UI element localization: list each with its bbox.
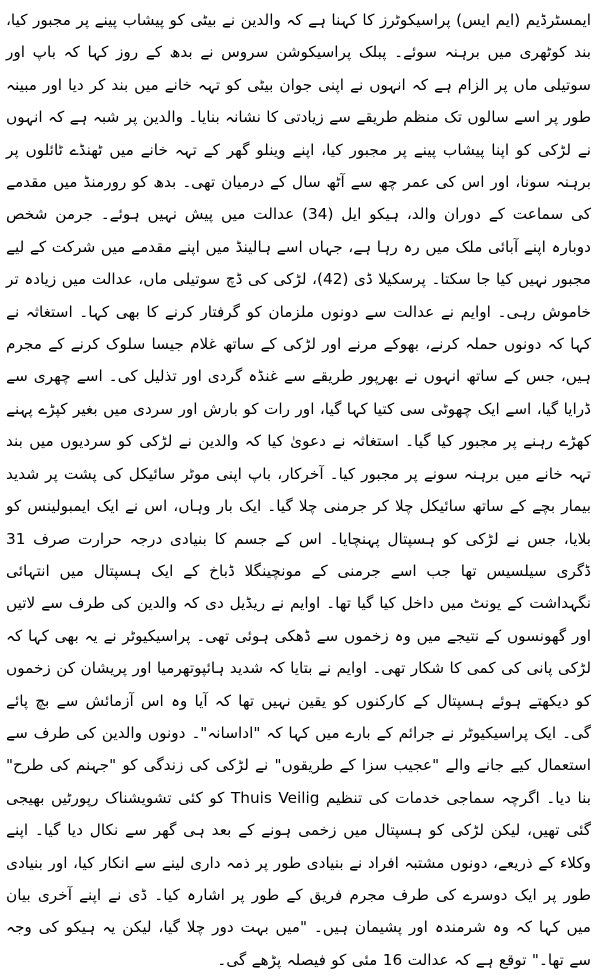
article-body: ایمسٹرڈیم (ایم ایس) پراسیکوٹرز کا کہنا ہے کہ والدین نے بیٹی کو پیشاب پینے پر مجبور کیا، بند کوٹھری میں برہنہ سوئے۔ پبلک پراسیکوشن سروس نے بدھ کے روز کہا کہ باپ اور سوتیلی ماں پر الزام ہے کہ انہوں نے اپنی جوان بیٹی کو تہہ خانے میں بند کر دیا اور مبینہ طور پر اسے سالوں تک منظم طریقے سے زیادتی کا نشانہ بنایا۔ والدین پر شبہ ہے کہ انہوں نے لڑکی کو اپنا پیشاب پینے پر مجبور کیا، اپنے وینلو گھر کے تہہ خانے میں ٹھنڈے ٹائلوں پر برہنہ سونا، اور اس کی عمر چھ سے آٹھ سال کے درمیان تھی۔ بدھ کو رورمنڈ میں مقدمے کی سماعت کے دوران والد، ہیکو ایل (34) عدالت میں پیش نہیں ہوئے۔ جرمن شخص دوبارہ اپنے آبائی ملک میں رہ رہا ہے، جہاں اسے ہالینڈ میں اپنے مقدمے میں شرکت کے لیے مجبور نہیں کیا جا سکتا۔ پرسکیلا ڈی (42)، لڑکی کی ڈچ سوتیلی ماں، عدالت میں زیادہ تر خاموش رہی۔ اوایم نے عدالت سے دونوں ملزمان کو گرفتار کرنے کا بھی کہا۔ استغاثہ نے کہا کہ دونوں حملہ کرنے، بھوکے مرنے اور لڑکی کے ساتھ غلام جیسا سلوک کرنے کے مجرم ہیں، جس کے ساتھ انہوں نے بھرپور طریقے سے غنڈہ گردی اور تذلیل کی۔ اسے چھری سے ڈرایا گیا، اسے ایک چھوٹی سی کتیا کہا گیا، اور رات کو بارش اور سردی میں بغیر کپڑے پہنے کھڑے رہنے پر مجبور کیا گیا۔ استغاثہ نے دعویٰ کیا کہ والدین نے لڑکی کو سردیوں میں بند تہہ خانے میں برہنہ سونے پر مجبور کیا۔ آخرکار، باپ اپنی موٹر سائیکل کی پشت پر شدید بیمار بچے کے ساتھ سائیکل چلا کر جرمنی چلا گیا۔ ایک بار وہاں، اس نے ایک ایمبولینس کو بلایا، جس نے لڑکی کو ہسپتال پہنچایا۔ اس کے جسم کا بنیادی درجہ حرارت صرف 31 ڈگری سیلسیس تھا جب اسے جرمنی کے مونچینگلا ڈباخ کے ایک ہسپتال میں انتہائی نگہداشت کے یونٹ میں داخل کیا گیا تھا۔ اوایم نے ریڈیل دی کہ والدین کی طرف سے لاتیں اور گھونسوں کے نتیجے میں وہ زخموں سے ڈھکی ہوئی تھی۔ پراسیکیوٹر نے یہ بھی کہا کہ لڑکی پانی کی کمی کا شکار تھی۔ اوایم نے بتایا کہ شدید ہائپوتھرمیا اور پریشان کن زخموں کو دیکھتے ہوئے ہسپتال کے کارکنوں کو یقین نہیں تھا کہ آیا وہ اس آزمائش سے بچ پائے گی۔ ایک پراسیکیوٹر نے جرائم کے بارے میں کہا کہ "اداسانہ"۔ دونوں والدین کی طرف سے استعمال کیے جانے والے "عجیب سزا کے طریقوں" نے لڑکی کی زندگی کو "جہنم کی طرح" بنا دیا۔ اگرچہ سماجی خدمات کی تنظیم Thuis Veilig کو کئی تشویشناک رپورٹیں بھیجی گئی تھیں، لیکن لڑکی کو ہسپتال میں زخمی ہونے کے بعد ہی گھر سے نکال دیا گیا۔ اپنے وکلاء کے ذریعے، دونوں مشتبہ افراد نے بنیادی طور پر ذمہ داری لینے سے انکار کیا، اور بنیادی طور پر ایک دوسرے کی طرف مجرم فریق کے طور پر اشارہ کیا۔ ڈی نے اپنے آخری بیان میں کہا کہ وہ شرمندہ اور پشیمان ہیں۔ "میں بہت دور چلا گیا، لیکن یہ ہیکو کی وجہ سے تھا۔" توقع ہے کہ عدالت 16 مئی کو فیصلہ پڑھے گی۔ [6, 11, 592, 969]
